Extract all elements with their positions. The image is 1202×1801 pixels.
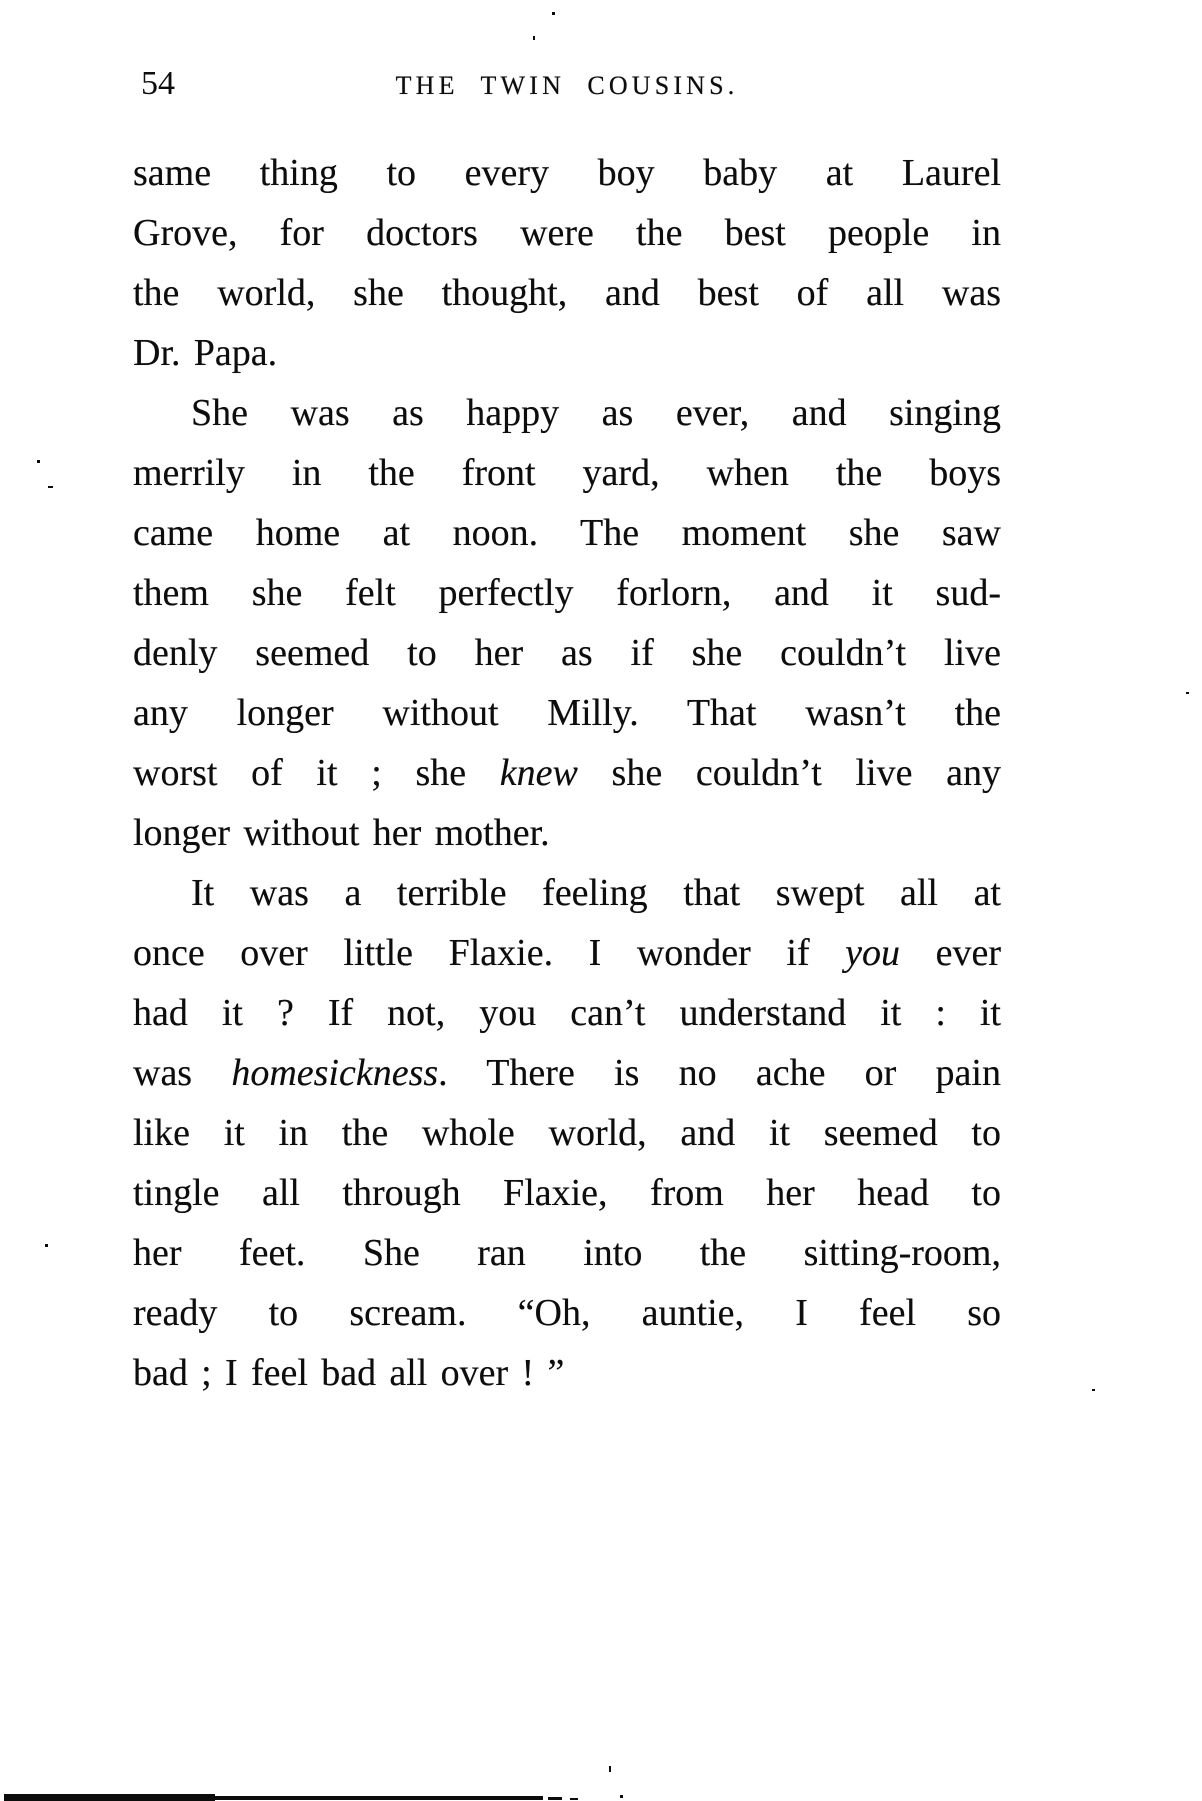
text-line <box>133 263 1001 323</box>
paragraph <box>133 863 1001 1403</box>
text-line <box>133 803 1001 863</box>
scan-speck <box>570 1798 578 1800</box>
text-segment: the world, she thought, and best of all was <box>133 272 1001 314</box>
text-line <box>133 623 1001 683</box>
text-line <box>133 1163 1001 1223</box>
text-segment: had it ? If not, you can’t understand it : it <box>133 992 1001 1034</box>
running-header-title: THE TWIN COUSINS. <box>395 71 739 100</box>
italic-text: knew <box>499 752 578 794</box>
text-line <box>133 323 1001 383</box>
page-header-row <box>133 66 1001 106</box>
scan-speck <box>1186 692 1189 694</box>
text-line <box>133 1223 1001 1283</box>
text-segment: her feet. She ran into the sitting-room, <box>133 1232 1001 1274</box>
text-line <box>133 983 1001 1043</box>
text-segment: any longer without Milly. That wasn’t the <box>133 692 1001 734</box>
text-segment: worst of it ; she <box>133 752 500 794</box>
text-line <box>133 383 1001 443</box>
text-segment: longer without her mother. <box>133 812 550 854</box>
text-segment: was <box>133 1052 232 1094</box>
text-segment: She was as happy as ever, and singing <box>191 392 1001 434</box>
text-segment: like it in the whole world, and it seemed to <box>133 1112 1001 1154</box>
text-segment: bad ; I feel bad all over ! ” <box>133 1352 565 1394</box>
scan-speck <box>4 1794 215 1801</box>
page-body <box>133 143 1001 1403</box>
text-segment: tingle all through Flaxie, from her head to <box>133 1172 1001 1214</box>
text-segment: It was a terrible feeling that swept all at <box>191 872 1001 914</box>
scan-speck <box>620 1795 623 1798</box>
text-line <box>133 1103 1001 1163</box>
scan-speck <box>37 460 40 463</box>
scan-speck <box>1092 1389 1095 1391</box>
text-line <box>133 1043 1001 1103</box>
italic-text: homesickness <box>231 1052 439 1094</box>
italic-text: you <box>845 932 901 974</box>
text-line <box>133 203 1001 263</box>
text-line <box>133 923 1001 983</box>
text-segment: she couldn’t live any <box>577 752 1001 794</box>
text-segment: ready to scream. “Oh, auntie, I feel so <box>133 1292 1001 1334</box>
text-line <box>133 143 1001 203</box>
text-segment: them she felt perfectly forlorn, and it sud- <box>133 572 1001 614</box>
paragraph <box>133 143 1001 383</box>
text-line <box>133 1343 1001 1403</box>
scan-speck <box>533 36 535 40</box>
text-line <box>133 1283 1001 1343</box>
text-segment: . There is no ache or pain <box>438 1052 1001 1094</box>
scan-speck <box>213 1796 543 1800</box>
page-number: 54 <box>141 65 175 102</box>
text-segment: merrily in the front yard, when the boys <box>133 452 1001 494</box>
text-line <box>133 503 1001 563</box>
scan-speck <box>48 486 53 488</box>
scan-speck <box>45 1244 48 1247</box>
paragraph <box>133 383 1001 863</box>
text-segment: Dr. Papa. <box>133 332 278 374</box>
text-line <box>133 863 1001 923</box>
text-line <box>133 563 1001 623</box>
text-segment: same thing to every boy baby at Laurel <box>133 152 1001 194</box>
text-segment: once over little Flaxie. I wonder if <box>133 932 846 974</box>
text-line <box>133 743 1001 803</box>
scan-speck <box>552 12 555 15</box>
scan-speck <box>609 1766 611 1772</box>
text-line <box>133 443 1001 503</box>
text-segment: Grove, for doctors were the best people in <box>133 212 1001 254</box>
text-segment: denly seemed to her as if she couldn’t live <box>133 632 1001 674</box>
text-line <box>133 683 1001 743</box>
text-segment: came home at noon. The moment she saw <box>133 512 1001 554</box>
text-segment: ever <box>900 932 1001 974</box>
scan-speck <box>548 1797 562 1800</box>
